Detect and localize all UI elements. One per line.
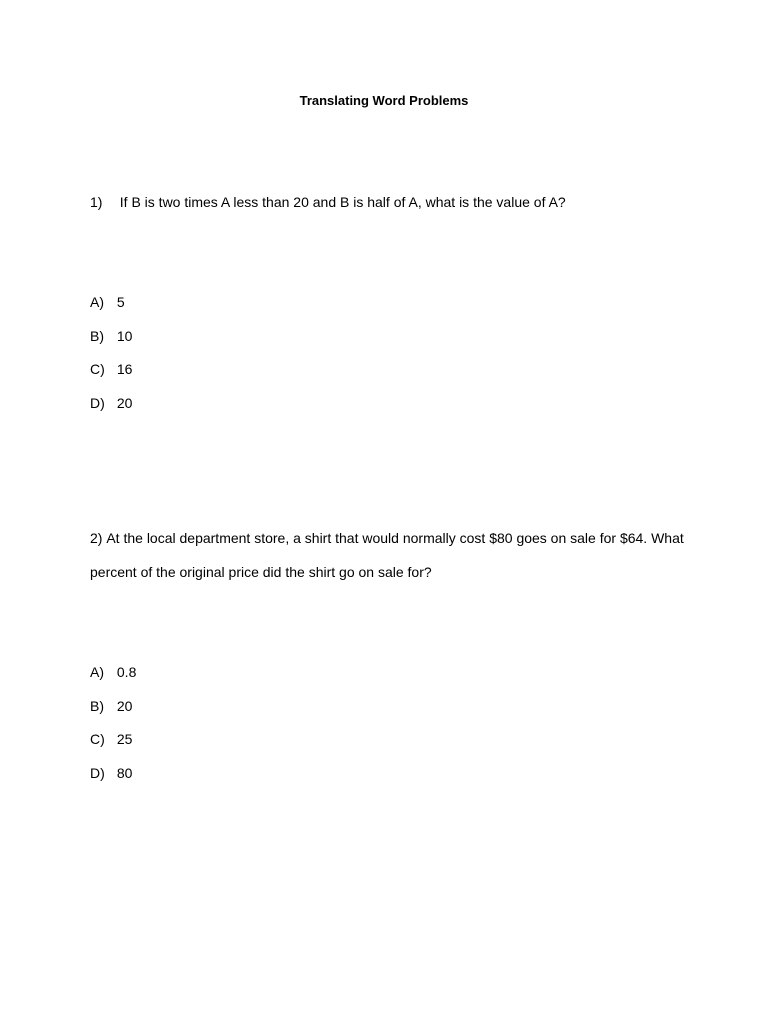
choice-letter: A) xyxy=(90,664,104,680)
choice-a xyxy=(90,285,390,319)
question-text: If B is two times A less than 20 and B is half of A, what is the value of A? xyxy=(119,194,566,210)
question-text: At the local department store, a shirt that would normally cost $80 goes on sale for $64. What percent of the original price did the shirt go on sale for? xyxy=(90,530,684,580)
choice-value: 0.8 xyxy=(116,664,137,680)
choice-b xyxy=(90,319,390,353)
choice-d xyxy=(90,386,390,420)
choice-letter: D) xyxy=(90,395,105,412)
choice-value: 80 xyxy=(116,765,133,782)
question-1 xyxy=(90,185,690,219)
choice-a xyxy=(90,655,390,689)
choice-letter: B) xyxy=(90,697,104,714)
choice-letter: C) xyxy=(90,731,105,748)
choice-value: 20 xyxy=(116,395,133,412)
answer-choices-1 xyxy=(90,285,390,420)
choice-value: 20 xyxy=(116,697,133,714)
choice-letter: B) xyxy=(90,327,104,344)
choice-letter: A) xyxy=(90,294,104,310)
choice-value: 16 xyxy=(116,361,133,378)
choice-value: 10 xyxy=(116,327,133,344)
document-title: Translating Word Problems xyxy=(299,93,469,108)
question-number: 1) xyxy=(90,194,103,210)
question-number: 2) xyxy=(90,530,103,546)
choice-value: 5 xyxy=(116,294,125,310)
question-2 xyxy=(90,521,690,589)
choice-letter: C) xyxy=(90,361,105,378)
choice-c xyxy=(90,352,390,386)
choice-d xyxy=(90,756,390,790)
choice-c xyxy=(90,722,390,756)
choice-b xyxy=(90,689,390,723)
choice-value: 25 xyxy=(116,731,133,748)
choice-letter: D) xyxy=(90,765,105,782)
answer-choices-2 xyxy=(90,655,390,790)
